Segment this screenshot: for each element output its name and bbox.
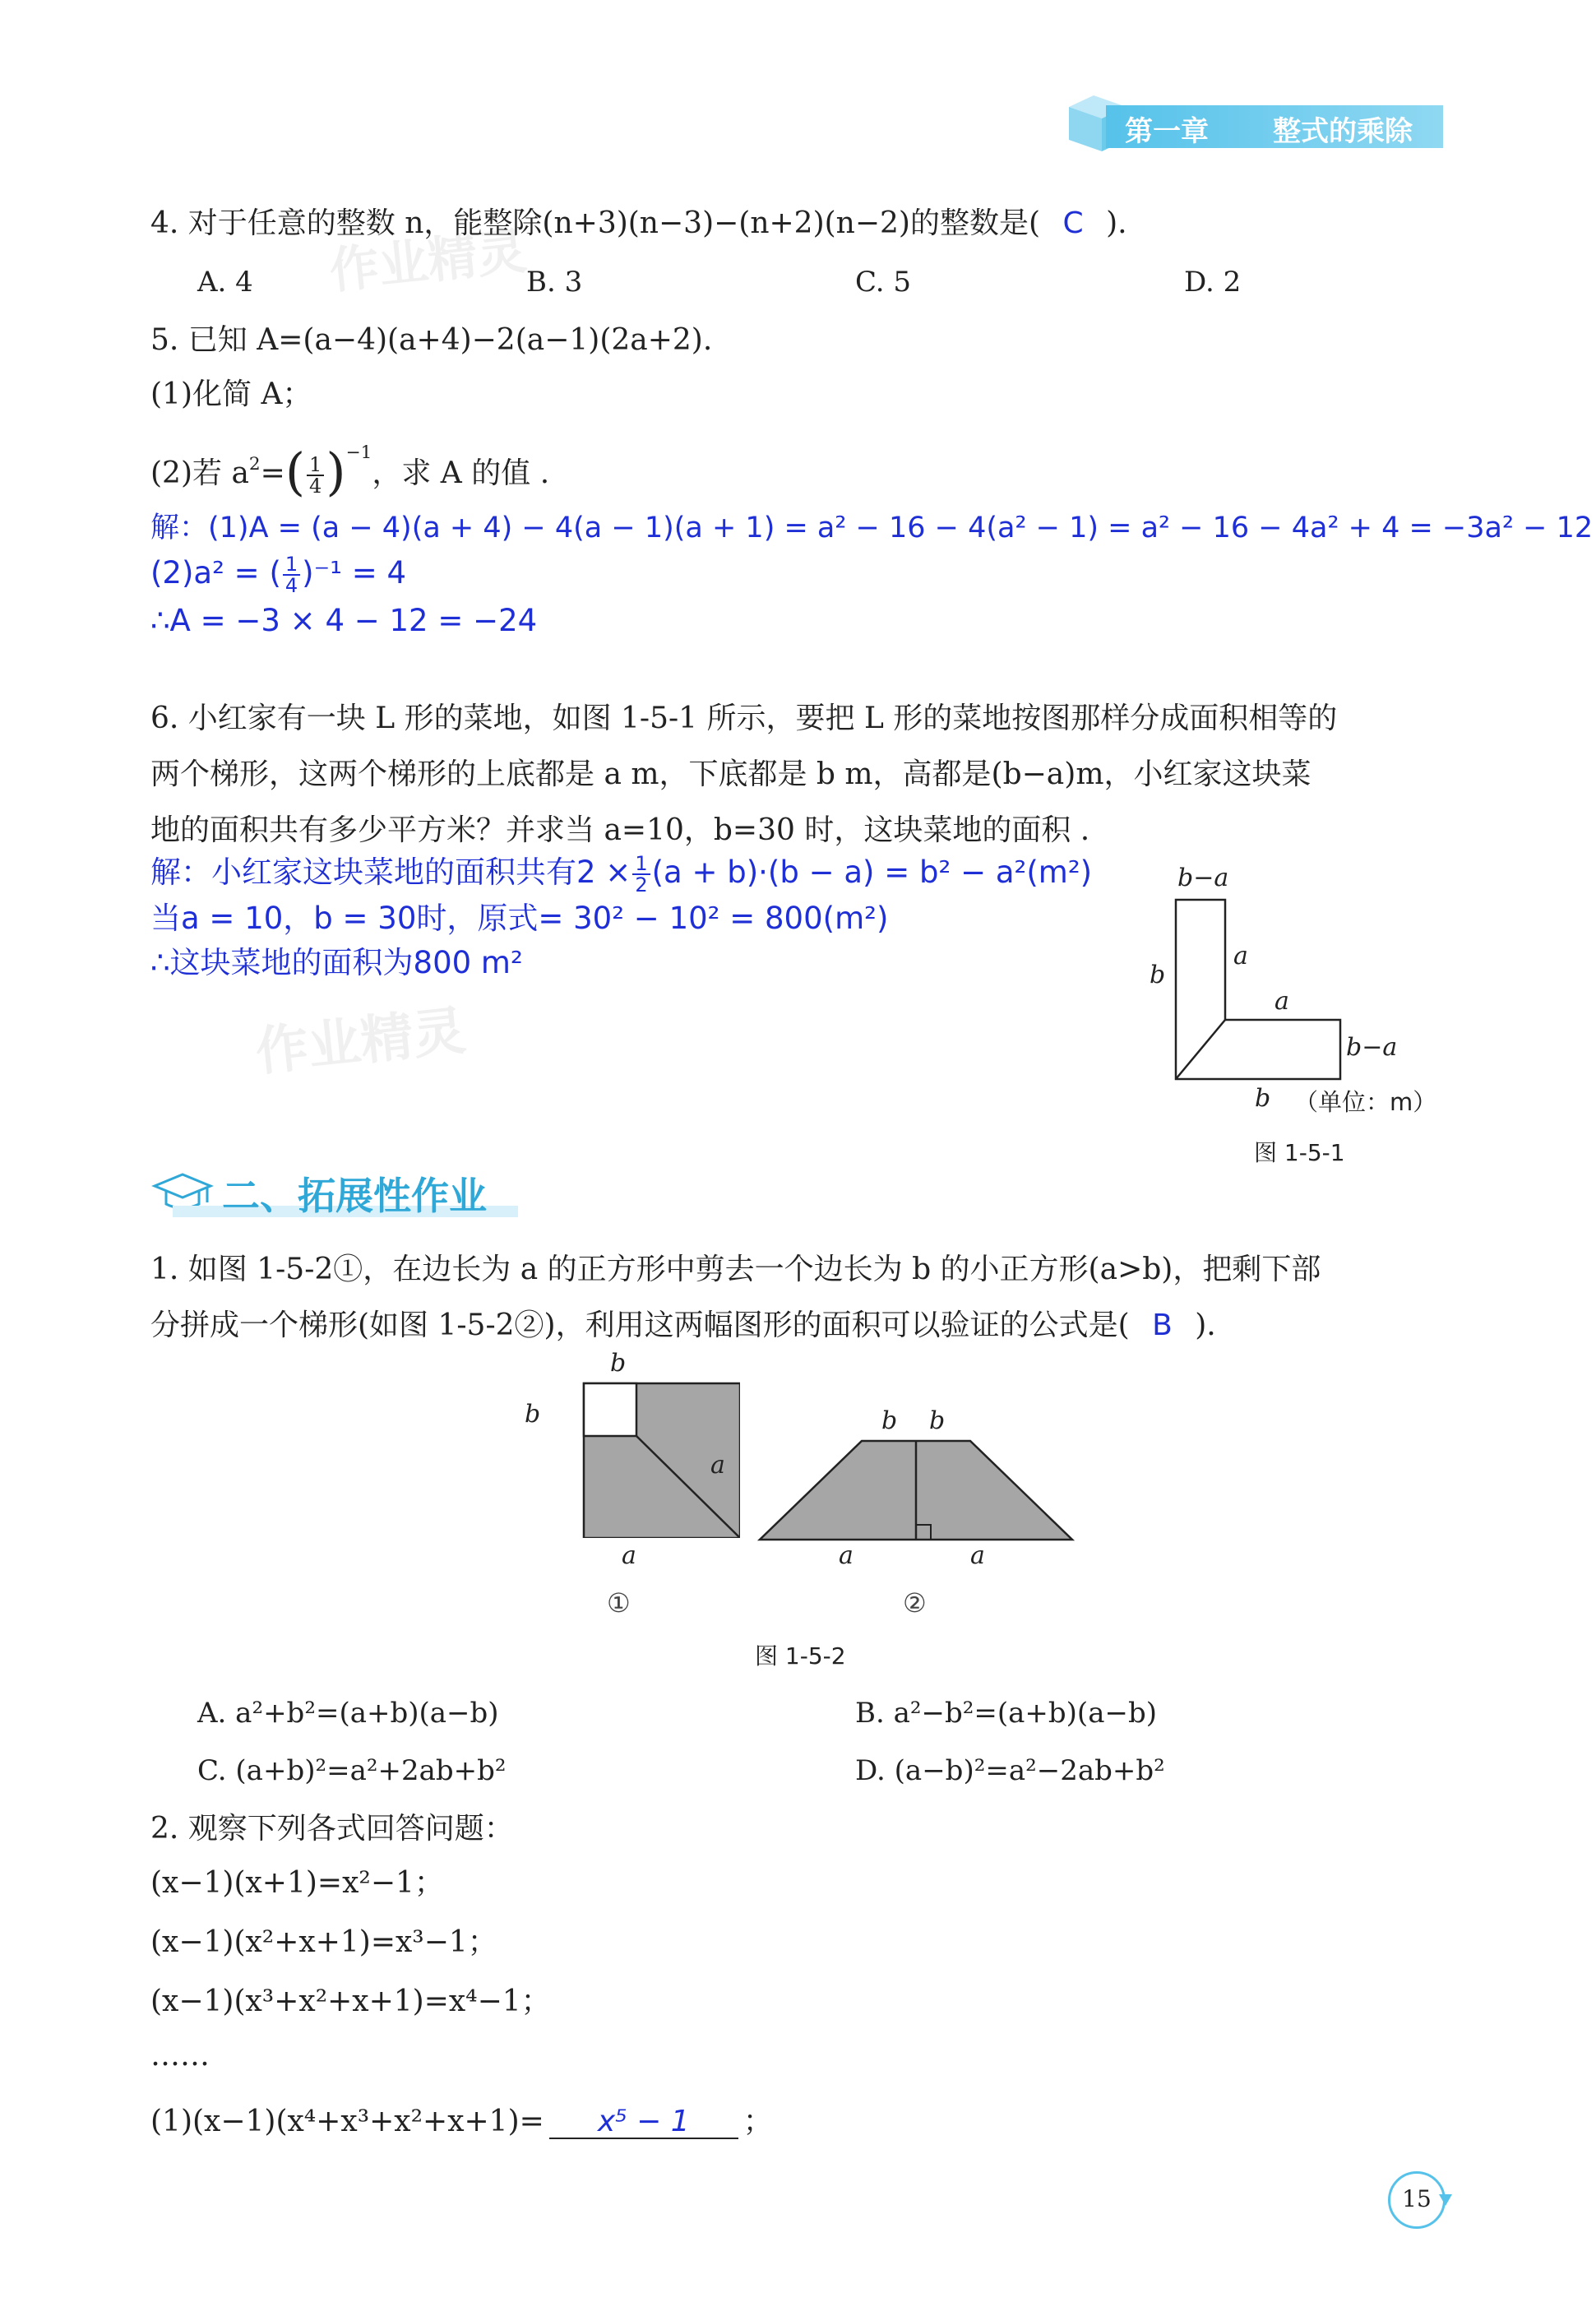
fig1-label-top: b−a: [1177, 864, 1229, 892]
q5-sol2-prefix: (2)a² = (: [150, 555, 281, 591]
q6-sol1-suffix: (a + b)·(b − a) = b² − a²(m²): [651, 855, 1093, 890]
q5-part2-exp: 2: [248, 453, 261, 475]
e1-option-b: B. a²−b²=(a+b)(a−b): [855, 1697, 1157, 1730]
fig1-label-inner-h: a: [1274, 987, 1289, 1016]
e2-ellipsis: ……: [150, 2039, 210, 2073]
fig2-tr-label-top-left: b: [881, 1406, 898, 1435]
q5-sol2-fraction: [283, 554, 300, 595]
q5-stem: 5. 已知 A=(a−4)(a+4)−2(a−1)(2a+2).: [150, 323, 713, 357]
fig2-tr-label-top-right: b: [929, 1406, 946, 1435]
e2-part1-answer: x⁵ − 1: [597, 2105, 690, 2138]
q4-answer: C: [1062, 206, 1084, 240]
q5-part2-suffix: ，求 A 的值 .: [372, 456, 550, 490]
q6-solution-line3: ∴这块菜地的面积为800 m²: [150, 945, 523, 980]
e1-line2: [150, 1306, 1216, 1346]
q5-paren-close: ): [326, 442, 346, 502]
q5-sol2-suffix: )⁻¹ = 4: [302, 555, 407, 591]
e1-line2-suffix: ).: [1195, 1309, 1216, 1342]
q5-part1: (1)化简 A；: [150, 378, 312, 411]
e1-option-a: A. a²+b²=(a+b)(a−b): [197, 1697, 499, 1730]
fig2-tr-label-bottom-left: a: [839, 1541, 854, 1570]
fig2-caption: 图 1-5-2: [755, 1642, 846, 1670]
e2-part1-prefix: (1)(x−1)(x⁴+x³+x²+x+1)=: [150, 2105, 544, 2138]
chapter-header: [1061, 92, 1447, 153]
q4-stem-text: 4. 对于任意的整数 n，能整除(n+3)(n−3)−(n+2)(n−2)的整数是(: [150, 206, 1041, 240]
fig2-sq-label-right: a: [710, 1451, 725, 1480]
fig2-sq-label-bottom: a: [622, 1541, 636, 1570]
fig1-label-right: b−a: [1346, 1033, 1398, 1062]
page-number: 15: [1402, 2185, 1432, 2212]
header-chapter: 第一章: [1125, 115, 1209, 148]
q6-solution-line2: 当a = 10，b = 30时，原式= 30² − 10² = 800(m²): [150, 901, 889, 936]
fig2-tr-label-bottom-right: a: [970, 1541, 985, 1570]
q5-paren-open: (: [285, 442, 306, 502]
header-title: 整式的乘除: [1273, 115, 1413, 148]
q5-part2-eq: =: [260, 456, 285, 490]
trapezoid-diagram: [756, 1431, 1085, 1546]
fig1-label-inner-v: a: [1233, 942, 1248, 970]
e2-eq3: (x−1)(x³+x²+x+1)=x⁴−1；: [150, 1985, 551, 2018]
q6-solution-line1: [150, 852, 1092, 895]
section2-title: 二、拓展性作业: [222, 1174, 487, 1218]
fig2-sq-label-top: b: [610, 1349, 627, 1378]
q6-line1: 6. 小红家有一块 L 形的菜地，如图 1-5-1 所示，要把 L 形的菜地按图那样分成面积相等的: [150, 702, 1338, 735]
q6-sol1-num: 1: [632, 854, 650, 875]
q4-option-a: A. 4: [197, 266, 253, 299]
watermark-2: 作业精灵: [252, 1000, 469, 1084]
e1-answer: B: [1152, 1309, 1173, 1342]
q6-sol1-fraction: [632, 851, 650, 896]
e1-line1: 1. 如图 1-5-2①，在边长为 a 的正方形中剪去一个边长为 b 的小正方形(a>b)，把剩下部: [150, 1253, 1321, 1286]
fig1-unit: （单位：m）: [1294, 1088, 1437, 1116]
q5-part2: [150, 442, 550, 502]
page-arrow-icon: [1437, 2191, 1454, 2207]
q5-part2-num: 1: [307, 455, 324, 476]
q5-part2-fraction: [307, 455, 324, 496]
watermark-1: 作业精灵: [326, 222, 530, 301]
e1-option-d: D. (a−b)²=a²−2ab+b²: [855, 1754, 1165, 1787]
e2-stem: 2. 观察下列各式回答问题：: [150, 1812, 514, 1846]
fig2-num2: ②: [903, 1587, 927, 1619]
q4-option-c: C. 5: [855, 266, 912, 299]
section2-header: [148, 1160, 526, 1225]
q4-option-d: D. 2: [1184, 266, 1242, 299]
e2-part1-suffix: ；: [742, 2105, 773, 2138]
q5-solution-line3: ∴A = −3 × 4 − 12 = −24: [150, 603, 538, 638]
e1-option-c: C. (a+b)²=a²+2ab+b²: [197, 1754, 507, 1787]
q6-line2: 两个梯形，这两个梯形的上底都是 a m，下底都是 b m，高都是(b−a)m，小红家这块菜: [150, 757, 1311, 791]
q6-sol1-den: 2: [635, 873, 648, 896]
fig1-label-bottom: b: [1255, 1084, 1271, 1113]
figure-1-5-2: [510, 1349, 1102, 1678]
fig2-sq-label-left: b: [525, 1400, 541, 1429]
q5-solution-line1: 解：(1)A = (a − 4)(a + 4) − 4(a − 1)(a + 1) = a² − 16 − 4(a² − 1) = a² − 16 − 4a² + 4 = −3a² − 12: [150, 512, 1594, 544]
q5-solution-line2: [150, 553, 406, 595]
q5-sol2-den: 4: [285, 573, 298, 597]
q6-sol1-prefix: 解：小红家这块菜地的面积共有2 ×: [150, 855, 631, 890]
e2-eq2: (x−1)(x²+x+1)=x³−1；: [150, 1925, 497, 1959]
fig1-label-left: b: [1150, 961, 1166, 989]
fig2-num1: ①: [607, 1587, 631, 1619]
q4-option-b: B. 3: [526, 266, 583, 299]
q6-line3: 地的面积共有多少平方米？并求当 a=10，b=30 时，这块菜地的面积 .: [150, 813, 1090, 847]
figure-1-5-1: [1135, 864, 1480, 1176]
e1-line2-prefix: 分拼成一个梯形(如图 1-5-2②)，利用这两幅图形的面积可以验证的公式是(: [150, 1309, 1130, 1342]
q5-part2-outer-exp: −1: [345, 442, 372, 463]
q5-sol2-num: 1: [283, 554, 300, 576]
fig1-caption: 图 1-5-1: [1254, 1139, 1345, 1166]
q5-part2-den: 4: [309, 475, 322, 498]
e2-part1-blank: [549, 2106, 738, 2139]
q4-stem: [150, 204, 1127, 243]
e2-eq1: (x−1)(x+1)=x²−1；: [150, 1866, 444, 1900]
e2-part1: [150, 2102, 773, 2142]
q4-close: ).: [1106, 206, 1127, 240]
q5-part2-prefix: (2)若 a: [150, 456, 249, 490]
